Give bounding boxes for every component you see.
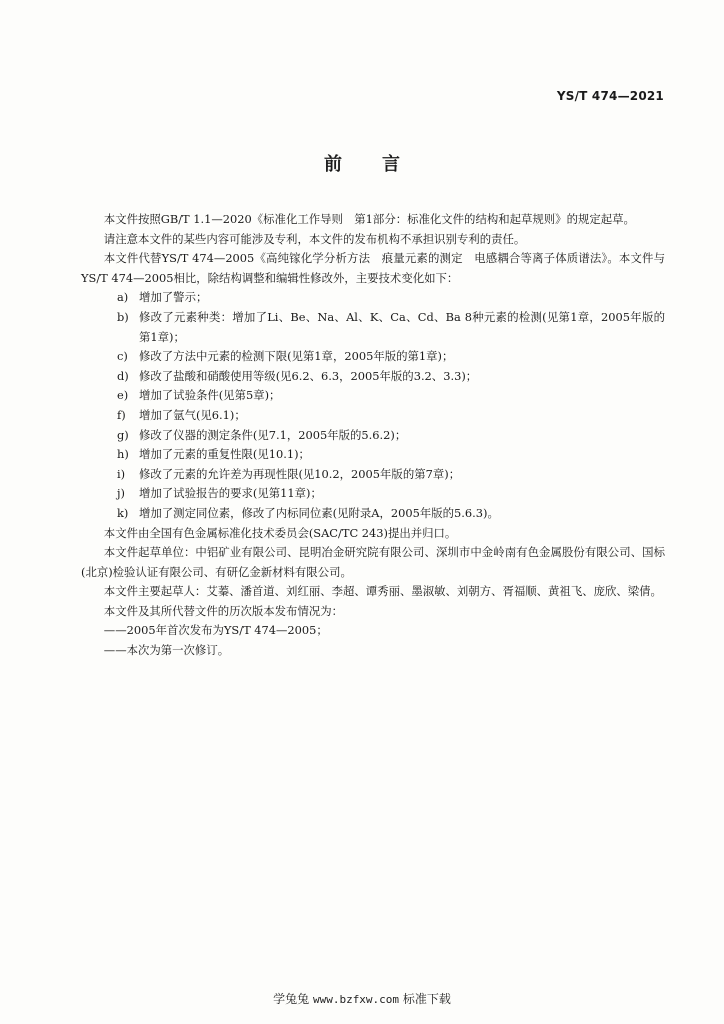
list-item (81, 484, 665, 504)
list-marker: d) (117, 368, 129, 383)
footer-tagline: 标准下载 (402, 992, 451, 1006)
watermark-footer (0, 990, 724, 1007)
paragraph-committee: 本文件由全国有色金属标准化技术委员会(SAC/TC 243)提出并归口。 (103, 525, 457, 540)
list-item-text: 修改了元素种类：增加了Li、Be、Na、Al、K、Ca、Cd、Ba 8种元素的检测(见第1章，2005年版的第1章)； (139, 309, 665, 344)
list-item (81, 367, 665, 387)
list-item-text: 修改了盐酸和硝酸使用等级(见6.2、6.3，2005年版的3.2、3.3)； (139, 368, 478, 383)
list-marker: f) (117, 407, 126, 422)
list-item-text: 修改了元素的允许差为再现性限(见10.2，2005年版的第7章)； (139, 466, 461, 481)
list-marker: j) (117, 486, 125, 501)
page-title: 前言 (324, 154, 440, 175)
list-item (81, 386, 665, 406)
list-marker: i) (117, 466, 126, 481)
history-entry: ——本次为第一次修订。 (103, 643, 230, 658)
footer-site-name: 学兔兔 (273, 992, 310, 1006)
list-item (81, 504, 665, 524)
footer-url[interactable]: www.bzfxw.com (312, 993, 400, 1006)
list-item (81, 288, 665, 308)
list-marker: k) (117, 505, 129, 520)
paragraph-drafters: 本文件主要起草人：艾蓁、潘首道、刘红丽、李超、谭秀丽、墨淑敏、刘朝方、胥福顺、黄祖飞、庞欣、梁倩。 (103, 584, 662, 599)
standard-code: YS/T 474—2021 (556, 89, 664, 103)
list-item-text: 增加了测定同位素，修改了内标同位素(见附录A，2005年版的5.6.3)。 (139, 505, 499, 520)
list-marker: e) (117, 388, 129, 403)
list-item-text: 修改了方法中元素的检测下限(见第1章，2005年版的第1章)； (139, 349, 454, 364)
history-entry: ——2005年首次发布为YS/T 474—2005； (103, 623, 328, 638)
list-item-text: 修改了仪器的测定条件(见7.1，2005年版的5.6.2)； (139, 427, 407, 442)
list-marker: b) (117, 309, 129, 324)
list-item (81, 308, 665, 347)
list-item (81, 426, 665, 446)
list-item (81, 445, 665, 465)
list-marker: c) (117, 349, 128, 364)
list-item-text: 增加了警示； (139, 290, 208, 305)
paragraph-drafting-units: 本文件起草单位：中铝矿业有限公司、昆明冶金研究院有限公司、深圳市中金岭南有色金属股份有限公司、国标(北京)检验认证有限公司、有研亿金新材料有限公司。 (81, 545, 665, 579)
list-item-text: 增加了试验条件(见第5章)； (139, 388, 281, 403)
list-item-text: 增加了氩气(见6.1)； (139, 407, 246, 422)
list-item (81, 406, 665, 426)
list-marker: a) (117, 290, 129, 305)
list-item-text: 增加了试验报告的要求(见第11章)； (139, 486, 322, 501)
list-marker: h) (117, 447, 129, 462)
paragraph-version-history: 本文件及其所代替文件的历次版本发布情况为： (103, 603, 344, 618)
list-item (81, 465, 665, 485)
list-marker: g) (117, 427, 129, 442)
paragraph-drafting-rules: 本文件按照GB/T 1.1—2020《标准化工作导则 第1部分：标准化文件的结构和起草规则》的规定起草。 (103, 212, 635, 226)
list-item (81, 347, 665, 367)
paragraph-patent-notice: 请注意本文件的某些内容可能涉及专利，本文件的发布机构不承担识别专利的责任。 (103, 231, 526, 246)
foreword-body (81, 210, 665, 661)
list-item-text: 增加了元素的重复性限(见10.1)； (139, 447, 310, 462)
paragraph-replacement: 本文件代替YS/T 474—2005《高纯镓化学分析方法 痕量元素的测定 电感耦合等离子体质谱法》。本文件与YS/T 474—2005相比，除结构调整和编辑性修改外，主要技术变化如下： (81, 251, 665, 285)
technical-changes-list (81, 288, 665, 523)
